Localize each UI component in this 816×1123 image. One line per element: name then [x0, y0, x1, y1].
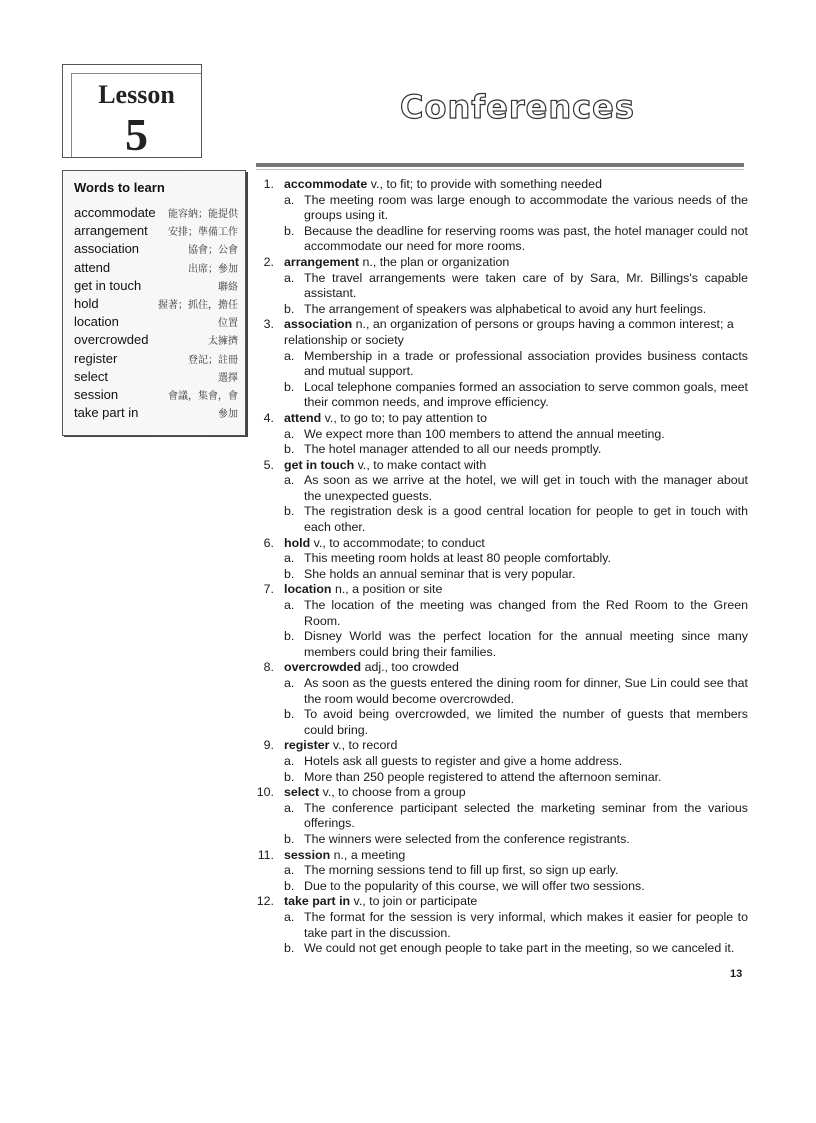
- example-letter: a.: [284, 192, 295, 207]
- example-text: Membership in a trade or professional association provides business contacts and mutual support.: [304, 348, 748, 379]
- vocab-item: [68, 405, 240, 423]
- entry-definition-line: [284, 317, 748, 348]
- entry-definition-line: [284, 582, 748, 598]
- entry-word: select: [284, 785, 320, 800]
- vocab-word: take part in: [74, 405, 139, 421]
- example-letter: b.: [284, 941, 295, 956]
- example-letter: a.: [284, 270, 295, 285]
- vocab-item: [68, 351, 240, 369]
- entry-number: 2.: [263, 254, 274, 269]
- example-text: More than 250 people registered to attend the afternoon seminar.: [304, 769, 662, 784]
- example-text: The location of the meeting was changed from the Red Room to the Green Room.: [304, 598, 748, 628]
- vocab-word: session: [74, 386, 119, 402]
- vocab-word: get in touch: [74, 277, 142, 293]
- vocab-item: [68, 205, 240, 223]
- vocab-translation: 出席；參加: [188, 263, 238, 275]
- entry-word: hold: [284, 535, 311, 550]
- example-b: [284, 504, 748, 535]
- example-text: We could not get enough people to take part in the meeting, so we canceled it.: [304, 941, 735, 956]
- vocab-word: arrangement: [74, 223, 148, 239]
- entry-definition-line: [284, 177, 748, 193]
- example-text: The conference participant selected the marketing seminar from the various offerings.: [304, 800, 748, 831]
- entry-number: 12.: [256, 894, 274, 909]
- example-b: [284, 224, 748, 255]
- example-text: Hotels ask all guests to register and give a home address.: [304, 753, 623, 768]
- entry-definition-line: [284, 738, 748, 754]
- vocab-word: attend: [74, 259, 111, 275]
- entry-number: 9.: [263, 738, 274, 753]
- vocab-translation: 會議，集會，會: [168, 390, 238, 402]
- example-text: The arrangement of speakers was alphabetical to avoid any hurt feelings.: [304, 301, 707, 316]
- example-text: To avoid being overcrowded, we limited the number of guests that members could bring.: [304, 707, 748, 737]
- vocab-item: [68, 260, 240, 278]
- example-text: We expect more than 100 members to attend the annual meeting.: [304, 426, 665, 441]
- entry-word: association: [284, 317, 353, 332]
- vocab-translation: 協會；公會: [188, 245, 238, 257]
- vocab-item: [68, 387, 240, 405]
- vocab-word: register: [74, 350, 118, 366]
- example-letter: b.: [284, 379, 295, 394]
- example-letter: b.: [284, 629, 295, 644]
- entry-definition-line: [284, 660, 748, 676]
- vocab-translation: 位置: [218, 318, 238, 330]
- entry-number: 1.: [263, 177, 274, 191]
- vocab-entry: [254, 894, 748, 956]
- example-letter: a.: [284, 863, 295, 878]
- lesson-label: Lesson: [98, 80, 175, 109]
- example-text: The hotel manager attended to all our needs promptly.: [304, 442, 602, 457]
- example-a: [284, 473, 748, 504]
- vocab-translation: 握著；抓住，擔任: [158, 299, 238, 311]
- entry-word: arrangement: [284, 254, 360, 269]
- example-a: [284, 271, 748, 302]
- entry-definition: v., to choose from a group: [319, 785, 466, 800]
- entry-word: get in touch: [284, 457, 355, 472]
- example-letter: b.: [284, 831, 295, 846]
- vocab-entry: [254, 785, 748, 847]
- entry-definition-line: [284, 785, 748, 801]
- example-letter: a.: [284, 473, 295, 488]
- example-a: [284, 754, 748, 770]
- example-b: [284, 832, 748, 848]
- vocab-item: [68, 332, 240, 350]
- example-letter: a.: [284, 753, 295, 768]
- lesson-box-inner: [71, 73, 201, 160]
- vocab-item: [68, 369, 240, 387]
- example-letter: b.: [284, 301, 295, 316]
- vocab-word: hold: [74, 295, 99, 311]
- example-letter: b.: [284, 707, 295, 722]
- entry-number: 7.: [263, 582, 274, 597]
- vocab-translation: 選擇: [218, 372, 238, 384]
- entry-definition: v., to go to; to pay attention to: [321, 410, 487, 425]
- example-a: [284, 863, 748, 879]
- example-a: [284, 349, 748, 380]
- vocab-entry: [254, 317, 748, 411]
- entry-definition: n., a position or site: [331, 582, 443, 597]
- example-text: As soon as we arrive at the hotel, we will get in touch with the manager about the unexpected guests.: [304, 473, 748, 503]
- vocab-word: select: [74, 368, 108, 384]
- example-text: As soon as the guests entered the dining room for dinner, Sue Lin could see that the room would become overcrowded.: [304, 676, 748, 706]
- vocab-entry: [254, 848, 748, 895]
- example-text: The meeting room was large enough to accommodate the various needs of the groups using it.: [304, 192, 748, 223]
- example-a: [284, 193, 748, 224]
- lesson-box: [62, 64, 202, 158]
- vocab-translation: 登記；註冊: [188, 354, 238, 366]
- vocab-entry: [254, 411, 748, 458]
- lesson-number: 5: [125, 109, 148, 160]
- example-text: Because the deadline for reserving rooms was past, the hotel manager could not accommodate our need for more rooms.: [304, 223, 748, 254]
- entry-definition: v., to record: [329, 738, 398, 753]
- example-b: [284, 380, 748, 411]
- example-letter: a.: [284, 598, 295, 613]
- example-letter: b.: [284, 566, 295, 581]
- title-rule: [256, 163, 744, 167]
- example-text: Local telephone companies formed an association to serve common goals, meet their common needs, and improve efficiency.: [304, 379, 748, 410]
- example-text: The morning sessions tend to fill up first, so sign up early.: [304, 863, 619, 878]
- example-a: [284, 427, 748, 443]
- entry-definition-line: [284, 255, 748, 271]
- example-b: [284, 567, 748, 583]
- example-letter: b.: [284, 223, 295, 238]
- example-b: [284, 629, 748, 660]
- example-letter: a.: [284, 426, 295, 441]
- example-a: [284, 676, 748, 707]
- entry-number: 11.: [257, 847, 274, 862]
- title-rule-thin: [256, 169, 744, 170]
- entry-definition: v., to accommodate; to conduct: [310, 535, 485, 550]
- entry-definition: n., a meeting: [330, 847, 406, 862]
- entry-definition-line: [284, 411, 748, 427]
- vocab-translation: 太擁擠: [208, 336, 238, 348]
- vocab-translation: 參加: [218, 409, 238, 421]
- vocab-translation: 能容納；能提供: [168, 209, 238, 220]
- entry-definition: n., an organization of persons or groups having a common interest; a relationship or society: [284, 317, 734, 347]
- example-b: [284, 941, 748, 957]
- example-a: [284, 551, 748, 567]
- vocab-entry: [254, 458, 748, 536]
- page-title: Conferences: [400, 88, 635, 126]
- entry-definition: v., to join or participate: [350, 894, 478, 909]
- example-b: [284, 879, 748, 895]
- example-b: [284, 770, 748, 786]
- vocab-item: [68, 314, 240, 332]
- entry-number: 6.: [263, 535, 274, 550]
- page-number: 13: [730, 968, 743, 980]
- entry-number: 3.: [263, 317, 274, 332]
- vocab-translation: 安排；準備工作: [168, 227, 238, 239]
- entry-word: attend: [284, 410, 322, 425]
- example-text: Disney World was the perfect location for the annual meeting since many members could bring their families.: [304, 629, 748, 659]
- entry-number: 5.: [263, 457, 274, 472]
- vocab-word: location: [74, 314, 119, 330]
- entry-definition-line: [284, 458, 748, 474]
- example-letter: a.: [284, 800, 295, 815]
- vocab-entry: [254, 255, 748, 317]
- example-b: [284, 707, 748, 738]
- vocabulary-entries: [254, 177, 748, 957]
- entry-word: session: [284, 847, 331, 862]
- entry-word: take part in: [284, 894, 351, 909]
- vocab-item: [68, 296, 240, 314]
- vocab-heading: Words to learn: [74, 180, 165, 195]
- vocab-entry: [254, 738, 748, 785]
- vocab-entry: [254, 582, 748, 660]
- entry-word: register: [284, 738, 330, 753]
- entry-word: location: [284, 582, 332, 597]
- vocab-entry: [254, 536, 748, 583]
- example-text: The registration desk is a good central location for people to get in touch with each other.: [304, 504, 748, 535]
- entry-number: 4.: [263, 410, 274, 425]
- entry-definition-line: [284, 848, 748, 864]
- example-b: [284, 302, 748, 318]
- example-text: The format for the session is very informal, which makes it easier for people to take part in the discussion.: [304, 909, 748, 940]
- vocab-entry: [254, 660, 748, 738]
- entry-definition-line: [284, 536, 748, 552]
- vocab-translation: 聯絡: [218, 281, 238, 293]
- entry-number: 8.: [263, 660, 274, 675]
- example-b: [284, 442, 748, 458]
- example-letter: a.: [284, 676, 295, 690]
- example-text: She holds an annual seminar that is very popular.: [304, 566, 576, 581]
- example-text: The travel arrangements were taken care of by Sara, Mr. Billings's capable assistant.: [304, 270, 748, 301]
- example-letter: b.: [284, 504, 295, 519]
- vocab-list: [68, 205, 240, 423]
- example-letter: a.: [284, 551, 295, 566]
- example-text: Due to the popularity of this course, we will offer two sessions.: [304, 878, 645, 893]
- vocab-word: accommodate: [74, 205, 156, 220]
- vocab-entry: [254, 177, 748, 255]
- entry-word: accommodate: [284, 177, 368, 191]
- entry-definition: adj., too crowded: [361, 660, 459, 675]
- vocab-item: [68, 241, 240, 259]
- vocab-item: [68, 278, 240, 296]
- entry-definition: v., to make contact with: [354, 457, 487, 472]
- example-letter: a.: [284, 909, 295, 924]
- example-a: [284, 910, 748, 941]
- entry-word: overcrowded: [284, 660, 362, 675]
- example-letter: b.: [284, 769, 295, 784]
- example-letter: b.: [284, 442, 295, 457]
- entry-definition-line: [284, 894, 748, 910]
- vocab-item: [68, 223, 240, 241]
- example-letter: b.: [284, 878, 295, 893]
- entry-definition: n., the plan or organization: [359, 254, 510, 269]
- example-text: The winners were selected from the conference registrants.: [304, 831, 630, 846]
- example-letter: a.: [284, 348, 295, 363]
- entry-number: 10.: [256, 785, 274, 800]
- example-a: [284, 598, 748, 629]
- example-text: This meeting room holds at least 80 people comfortably.: [304, 551, 611, 566]
- vocab-word: overcrowded: [74, 332, 149, 348]
- vocab-word: association: [74, 241, 140, 257]
- example-a: [284, 801, 748, 832]
- entry-definition: v., to fit; to provide with something needed: [367, 177, 602, 191]
- vocab-box: [62, 170, 246, 436]
